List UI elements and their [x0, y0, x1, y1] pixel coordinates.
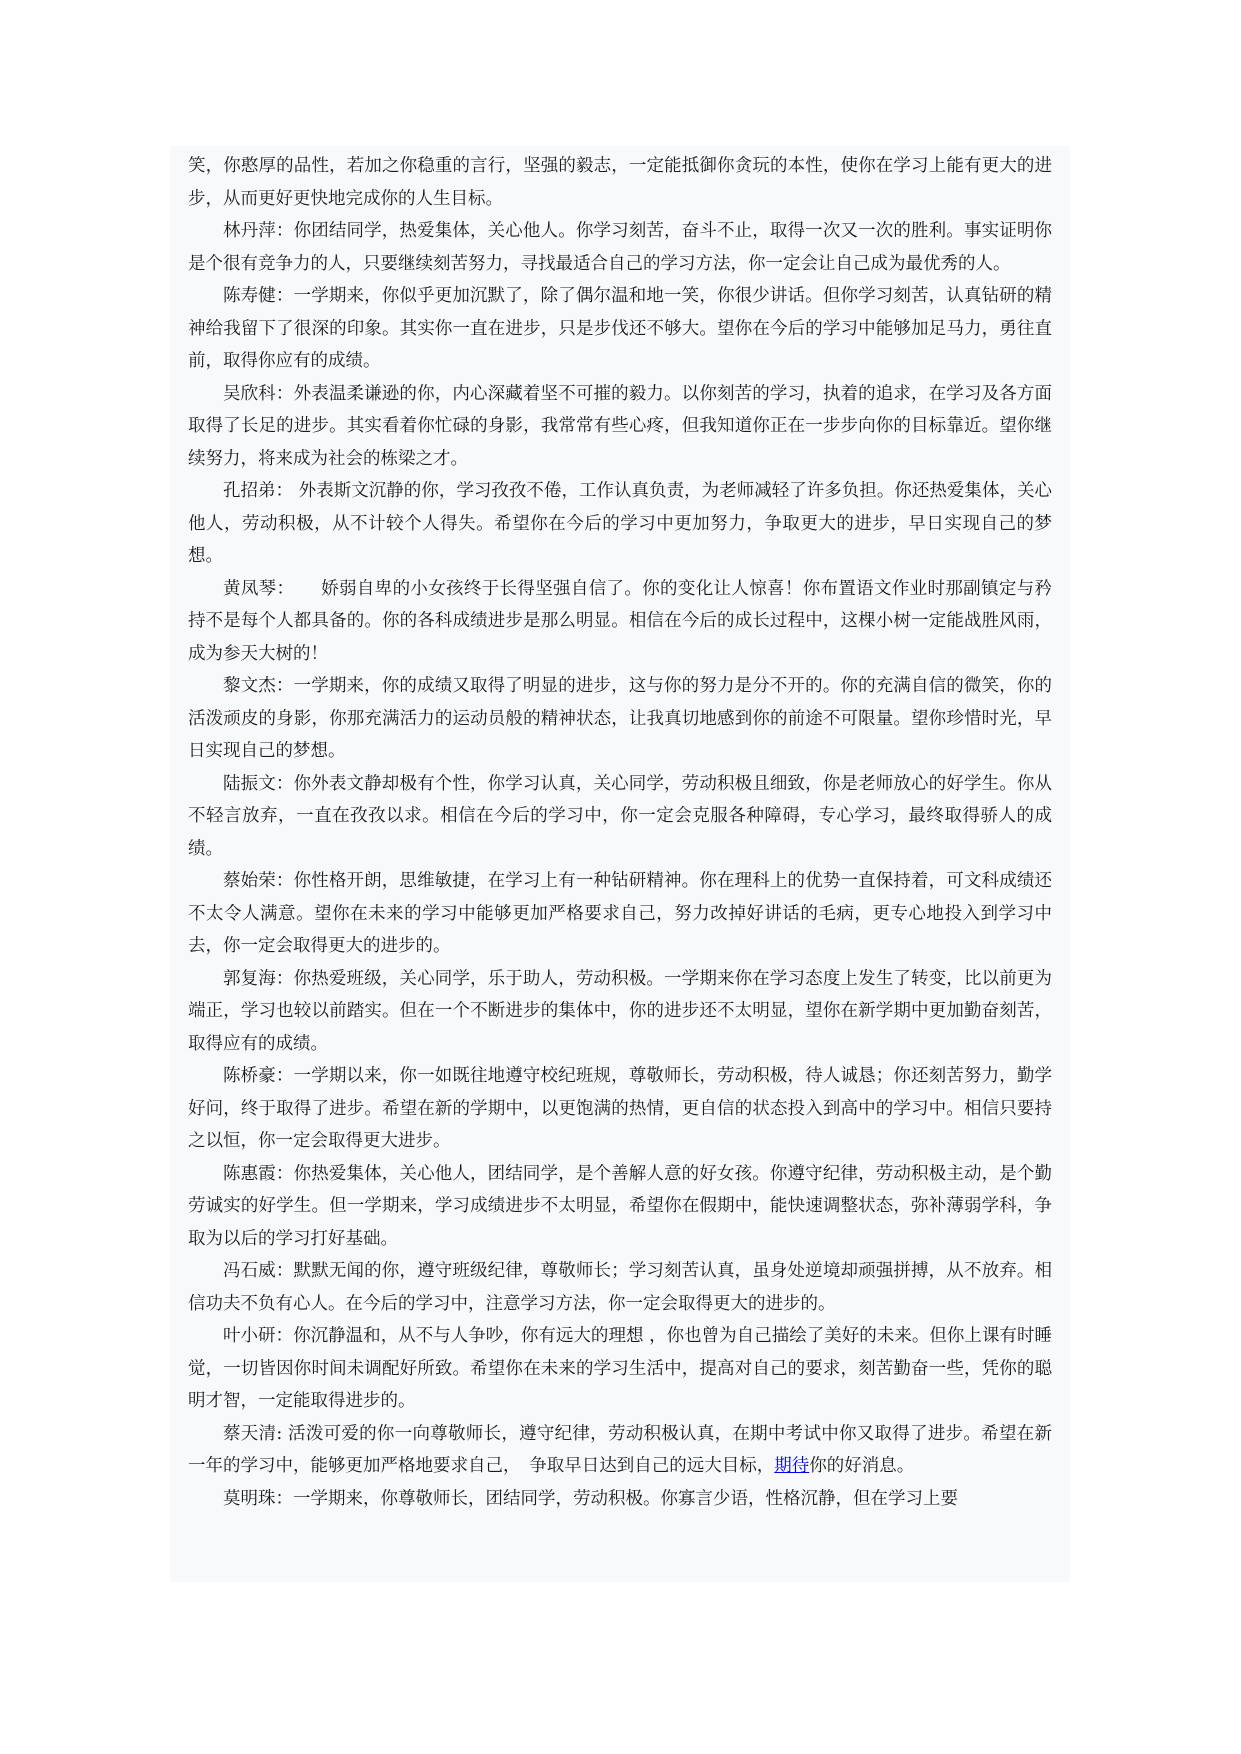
comment-paragraph: [188, 865, 1052, 963]
comment-paragraph: [188, 150, 1052, 215]
student-name: 陈桥豪：: [223, 1066, 294, 1086]
student-name: 冯石威：: [223, 1261, 294, 1281]
comment-paragraph: [188, 670, 1052, 768]
student-name: 黄凤琴：: [223, 578, 286, 599]
comment-text: 外表温柔谦逊的你，内心深藏着坚不可摧的毅力。以你刻苦的学习，执着的追求，在学习及各方面取得了长足的进步。其实看着你忙碌的身影，我常常有些心疼，但我知道你正在一步步向你的目标靠近。望你继续努力，将来成为社会的栋梁之才。: [188, 383, 1053, 469]
student-name: 蔡始荣：: [223, 871, 294, 891]
inline-link[interactable]: 期待: [774, 1456, 810, 1476]
student-name: 陆振文：: [223, 773, 294, 794]
comment-paragraph: [188, 1483, 1052, 1516]
comment-text: 你外表文静却极有个性，你学习认真，关心同学，劳动积极且细致，你是老师放心的好学生。你从不轻言放弃，一直在孜孜以求。相信在今后的学习中，你一定会克服各种障碍，专心学习，最终取得骄人的成绩。: [188, 773, 1053, 859]
comment-paragraph: [188, 1320, 1052, 1418]
comment-text: 你沉静温和，从不与人争吵，你有远大的理想 ，你也曾为自己描绘了美好的未来。但你上课有时睡觉，一切皆因你时间未调配好所致。希望你在未来的学习生活中，提高对自己的要求，刻苦勤奋一些，凭你的聪明才智，一定能取得进步的。: [188, 1326, 1053, 1411]
comments-content: [170, 146, 1070, 1515]
comment-text: 外表斯文沉静的你，学习孜孜不倦，工作认真负责，为老师减轻了许多负担。你还热爱集体，关心他人，劳动积极，从不计较个人得失。希望你在今后的学习中更加努力，争取更大的进步，早日实现自己的梦想。: [188, 481, 1053, 566]
student-name: 郭复海：: [223, 968, 294, 989]
comment-paragraph: [188, 1060, 1052, 1158]
comment-text: 笑，你憨厚的品性，若加之你稳重的言行，坚强的毅志，一定能抵御你贪玩的本性，使你在学习上能有更大的进步，从而更好更快地完成你的人生目标。: [188, 156, 1052, 209]
comment-text: 你热爱集体，关心他人，团结同学，是个善解人意的好女孩。你遵守纪律，劳动积极主动，是个勤劳诚实的好学生。但一学期来，学习成绩进步不太明显，希望你在假期中，能快速调整状态，弥补薄弱学科，争取为以后的学习打好基础。: [188, 1163, 1053, 1249]
comment-paragraph: [188, 768, 1052, 866]
student-name: 林丹萍：: [223, 221, 294, 241]
comment-paragraph: [188, 378, 1052, 476]
comment-text: 一学期以来，你一如既往地遵守校纪班规，尊敬师长，劳动积极，待人诚恳；你还刻苦努力，勤学好问，终于取得了进步。希望在新的学期中，以更饱满的热情，更自信的状态投入到高中的学习中。相信只要持之以恒，你一定会取得更大进步。: [188, 1066, 1053, 1151]
student-name: 莫明珠：: [223, 1488, 293, 1509]
comment-text: 娇弱自卑的小女孩终于长得坚强自信了。你的变化让人惊喜！你布置语文作业时那副镇定与矜持不是每个人都具备的。你的各科成绩进步是那么明显。相信在今后的成长过程中，这棵小树一定能战胜风雨，成为参天大树的！: [188, 578, 1052, 664]
comment-paragraph: [188, 280, 1052, 378]
comments-text-block: [170, 146, 1070, 1582]
comment-paragraph: [188, 963, 1052, 1061]
comment-text: 你热爱班级，关心同学，乐于助人，劳动积极。一学期来你在学习态度上发生了转变，比以前更为端正，学习也较以前踏实。但在一个不断进步的集体中，你的进步还不太明显，望你在新学期中更加勤奋刻苦，取得应有的成绩。: [188, 968, 1053, 1054]
student-name: 黎文杰：: [223, 676, 294, 696]
comment-paragraph: [188, 1418, 1052, 1483]
student-name: 陈惠霞：: [223, 1163, 294, 1184]
comment-text: 你团结同学，热爱集体，关心他人。你学习刻苦，奋斗不止，取得一次又一次的胜利。事实证明你是个很有竞争力的人，只要继续刻苦努力，寻找最适合自己的学习方法，你一定会让自己成为最优秀的人。: [188, 221, 1053, 274]
comment-text: 一学期来，你的成绩又取得了明显的进步，这与你的努力是分不开的。你的充满自信的微笑，你的活泼顽皮的身影，你那充满活力的运动员般的精神状态，让我真切地感到你的前途不可限量。望你珍惜时光，早日实现自己的梦想。: [188, 676, 1053, 761]
comment-text: 默默无闻的你，遵守班级纪律，尊敬师长；学习刻苦认真，虽身处逆境却顽强拼搏，从不放弃。相信功夫不负有心人。在今后的学习中，注意学习方法，你一定会取得更大的进步的。: [188, 1261, 1053, 1314]
comment-paragraph: [188, 1255, 1052, 1320]
comment-paragraph: [188, 573, 1052, 671]
comment-text: 一学期来，你尊敬师长，团结同学，劳动积极。你寡言少语，性格沉静，但在学习上要: [293, 1488, 958, 1509]
student-name: 吴欣科：: [223, 383, 294, 404]
student-name: 陈寿健：: [223, 286, 294, 306]
student-name: 蔡天清:: [223, 1423, 283, 1444]
comment-text: 你性格开朗，思维敏捷，在学习上有一种钻研精神。你在理科上的优势一直保持着，可文科成绩还不太令人满意。望你在未来的学习中能够更加严格要求自己，努力改掉好讲话的毛病，更专心地投入到学习中去，你一定会取得更大的进步的。: [188, 871, 1053, 956]
comment-text: 一学期来，你似乎更加沉默了，除了偶尔温和地一笑，你很少讲话。但你学习刻苦，认真钻研的精神给我留下了很深的印象。其实你一直在进步，只是步伐还不够大。望你在今后的学习中能够加足马力，勇往直前，取得你应有的成绩。: [188, 286, 1053, 371]
student-name: 孔招弟：: [223, 481, 294, 501]
student-name: 叶小研：: [223, 1326, 294, 1346]
comment-text: 活泼可爱的你一向尊敬师长，遵守纪律，劳动积极认真，在期中考试中你又取得了进步。希望在新一年的学习中，能够更加严格地要求自己， 争取早日达到自己的远大目标，: [188, 1423, 1052, 1476]
comment-paragraph: [188, 1158, 1052, 1256]
comment-text-tail: 你的好消息。: [809, 1456, 915, 1476]
comment-paragraph: [188, 215, 1052, 280]
comment-paragraph: [188, 475, 1052, 573]
